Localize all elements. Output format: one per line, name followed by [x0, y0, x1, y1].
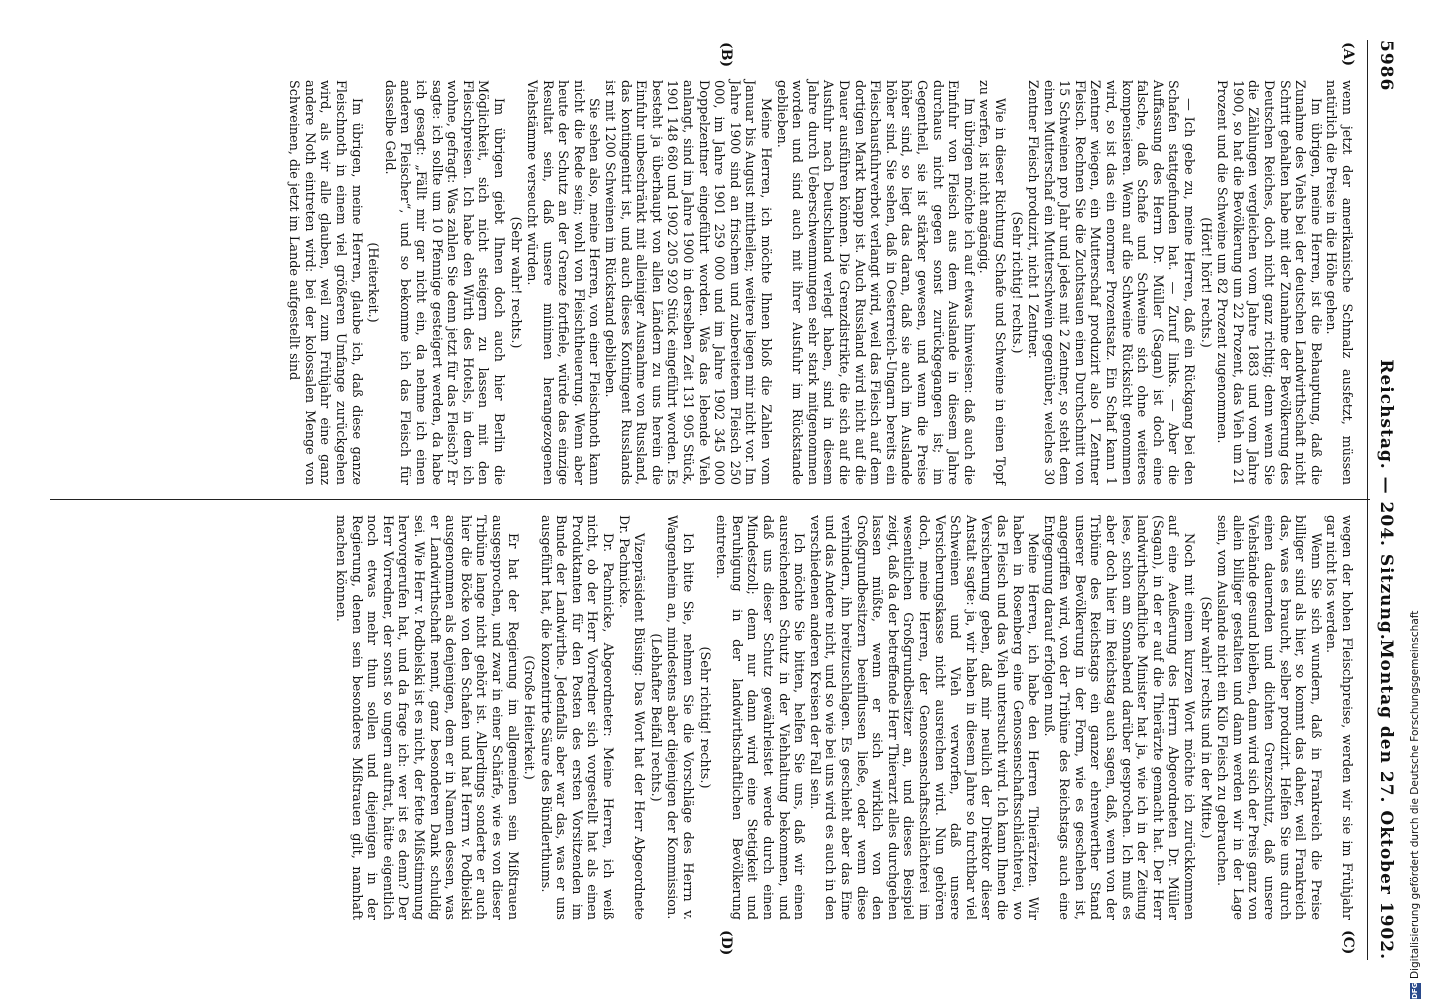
speaker-announcement: Vizepräsident Büsing: Das Wort hat der Herr Abgeordnete Dr. Pachnicke. — [615, 515, 647, 920]
paragraph: Im übrigen, meine Herren, glaube ich, daß diese ganze Fleischnoth in einem viel größeren Umfange zurückgehen wird, als wir alle glauben, weil zum Frühjahr eine ganz andere Noth eintreten wird: bei der kolossalen Menge von Schweinen, die jetzt im Lande aufgestellt sind — [286, 80, 364, 485]
left-column — [286, 80, 1354, 485]
paragraph: Wenn Sie sich wundern, daß in Frankreich die Preise billiger sind als hier, so kommt das daher, weil Frankreich das, was es braucht, selber produzirt. Helfen Sie uns durch einen dauernden und dichten Grenzschutz, daß unsere Viehstände gesund bleiben, dann wird sich der Preis ganz von allein billiger gestalten und dann werden wir in der Lage sein, vom Auslande nicht ein Kilo Fleisch zu gebrauchen. — [1214, 515, 1323, 920]
interjection: (Sehr wahr! rechts und in der Mitte.) — [1197, 596, 1213, 839]
paragraph: Dr. Pachnicke, Abgeordneter: Meine Herren, ich weiß nicht, ob der Herr Vorredner sich vorgestellt hat als einen Produktanten für den Posten des ersten Vorsitzenden im Bunde der Landwirthe. Jedenfalls aber war das, was er uns ausgeführt hat, die konzentrirte Säure des Bündlerthums. — [537, 515, 616, 920]
paragraph: Ich möchte Sie bitten, helfen Sie uns, daß wir einen ausreichenden Schutz in der Viehhaltung bekommen, und daß uns dieser Schutz gewährleistet werde durch einen Mindestzoll; denn nur dann wird eine Stetigkeit und Beruhigung in der landwirthschaftlichen Bevölkerung eintreten. — [713, 515, 807, 920]
interjection: (Heiterkeit.) — [365, 242, 381, 323]
paragraph: Noch mit einem kurzen Wort möchte ich zurückkommen auf eine Aeußerung des Herrn Abgeordneten Dr. Müller (Sagan), in der er auf die Thierärzte gemacht hat. Der Herr landwirthschaftliche Minister hat ja, wie ich in der Zeitung lese, schon am Sonnabend darüber gesprochen. Ich muß es aber doch hier im Reichstag auch sagen, daß, wenn von der Tribüne des Reichstags ein ganzer ehrenwerther Stand unserer Bevölkerung in der Form, wie es geschehen ist, angegriffen wird, von der Tribüne des Reichstags auch eine Entgegnung darauf erfolgen muß. — [1040, 515, 1197, 920]
column-divider — [50, 499, 1370, 500]
paragraph: — Ich gebe zu, meine Herren, daß ein Rückgang bei den Schafen stattgefunden hat. — Zuruf links. — Aber die Auffassung des Herrn Dr. Müller (Sagan) ist doch eine falsche, daß Schafe und Schweine sich ohne weiteres kompensieren. Wenn auf die Schweine Rücksicht genommen wird, so ist das ein enormer Prozentsatz. Ein Schaf kann 1 Zentner wiegen, ein Mutterschaf produzirt also 1 Zentner Fleisch. Rechnen Sie die Zuchtsauen einen Durchschnitt von 15 Schweinen pro Jahr und jedes mit 2 Zentner, so steht dem einen Mutterschaf ein Mutterschwein gegenüber, welches 30 Zentner Fleisch produzirt, nicht 1 Zentner. — [1025, 80, 1197, 485]
interjection: (Große Heiterkeit.) — [521, 655, 537, 780]
interjection: (Sehr richtig! rechts.) — [696, 646, 712, 789]
paragraph: wenn jetzt der amerikanische Schmalz ausfetzt, müssen natürlich die Preise in die Höhe gehen. — [1323, 80, 1354, 485]
paragraph: Im übrigen möchte ich auf etwas hinweisen: daß auch die Einfuhr von Fleisch aus dem Auslande in diesem Jahre durchaus nicht gegen sonst zurückgegangen ist; im Gegentheil, sie ist stärker gewesen, und wenn die Preise höher sind, so liegt das daran, daß sie auch im Auslande höher sind. Sie sehen, daß in Oesterreich-Ungarn bereits ein Fleischausfuhrverbot verlangt wird, weil das Fleisch auf dem dortigen Markt knapp ist. Auch Russland wird nicht auf die Dauer ausführen können. Die Grenzdistrikte, die sich auf die Ausfuhr nach Deutschland verlegt haben, sind in diesem Jahre durch Ueberschwemmungen sehr stark mitgenommen worden und sind auch mit ihrer Ausfuhr im Rückstande geblieben. — [773, 80, 976, 485]
paragraph: Sie sehen also, meine Herren, von einer Fleischnoth kann nicht die Rede sein; wohl von Fleischtheuerung. Wenn aber heute der Schutz an der Grenze fortfiele, würde das einzige Resultat sein, daß unsere minimen herangezogenen Viehstämme verseucht würden. — [524, 80, 602, 485]
dfg-logo-icon: DFG — [1410, 982, 1419, 999]
header-rule — [1367, 40, 1368, 960]
margin-mark-a: (A) — [1340, 42, 1356, 67]
interjection: (Sehr richtig! rechts.) — [1008, 211, 1024, 354]
interjection: (Hört! hört! rechts.) — [1197, 217, 1213, 348]
margin-mark-c: (C) — [1340, 930, 1356, 955]
page-number: 5986 — [1376, 40, 1396, 92]
funding-note — [1408, 9, 1422, 999]
paragraph: wegen der hohen Fleischpreise, werden wir sie im Frühjahr gar nicht los werden. — [1323, 515, 1354, 920]
margin-mark-d: (D) — [718, 930, 734, 956]
paragraph: Er hat der Regierung im allgemeinen sein Mißtrauen ausgesprochen, und zwar in einer Schärfe, wie es von dieser Tribüne lange nicht gehört ist. Allerdings sonderte er auch hier die Böcke von den Schafen und hat Herrn v. Podbielski ausgenommen als denjenigen, dem er in Namen dessen, was er Landwirthschaft nennt, ganz besonderen Dank schuldig sei. Wie Herr v. Podbielski ist es nicht, der fette Mißstimmung hervorgerufen hat, und da frage ich: wer ist es denn? Der Herr Vorredner, der sonst so ungern auftrat, hätte eigentlich noch etwas mehr thun sollen und diejenigen in der Regierung, denen sein besonderes Mißtrauen gilt, namhaft machen können. — [333, 515, 520, 920]
paragraph: Im übrigen giebt Ihnen doch auch hier Berlin die Möglichkeit, sich nicht steigern zu lassen mit den Fleischpreisen. Ich habe den Wirth des Hotels, in dem ich wohne, gefragt: Was zahlen Sie denn jetzt für das Fleisch? Er sagte: ich sollte um 10 Pfennige gesteigert werden, da habe ich gesagt: „Fällt mir gar nicht ein, da nehme ich einen anderen Fleischer“, und so bekomme ich das Fleisch für dasselbe Geld. — [381, 80, 506, 485]
page-title: Reichstag. — 204. Sitzung. — [1376, 359, 1396, 641]
paragraph: Im übrigen, meine Herren, ist die Behauptung, daß die Zunahme des Viehs bei der deutschen Landwirthschaft nicht Schritt gehalten habe mit der Zunahme der Bevölkerung des Deutschen Reiches, doch nicht ganz richtig; denn wenn Sie die Zählungen vergleichen vom Jahre 1883 und vom Jahre 1900, so hat die Bevölkerung um 22 Prozent, das Vieh um 21 Prozent und die Schweine um 82 Prozent zugenommen. — [1214, 80, 1323, 485]
page-header — [1370, 40, 1396, 960]
interjection: (Sehr wahr! rechts.) — [507, 216, 523, 349]
margin-mark-b: (B) — [718, 42, 734, 68]
interjection: (Lebhafter Beifall rechts.) — [647, 633, 663, 802]
paragraph: Meine Herren, ich möchte Ihnen bloß die Zahlen vom Januar bis August mittheilen; weitere liegen mir nicht vor. Im Jahre 1900 sind an frischem und zubereitetem Fleisch 250 000, im Jahre 1901 259 000 und im Jahre 1902 345 000 Doppelzentner eingeführt worden. Was das lebende Vieh anlangt, sind im Jahre 1900 in derselben Zeit 131 905 Stück, 1901 148 680 und 1902 205 920 Stück eingeführt worden. Es besteht ja überhaupt von allen Ländern zu uns herein die Einfuhr unbeschränkt mit alleiniger Ausnahme von Russland, das kontingentirt ist, und auch dieses Kontingent Russlands ist mit 1200 Schweinen im Rückstand geblieben. — [602, 80, 774, 485]
paragraph: Meine Herren, ich habe den Herren Thierärzten. Wir haben in Rosenberg eine Genossenschaftsschlächterei, wo das Fleisch und das Vieh untersucht wird. Ich kann Ihnen die Versicherung geben, daß mir neulich der Direktor dieser Anstalt sagte: ja, wir haben in diesem Jahre so furchtbar viel Schweinen und Vieh verworfen, daß unsere Versicherungskasse nicht ausreichen wird. Nun gehören doch, meine Herren, der Genossenschaftsschlächterei im wesentlichen Großgrundbesitzer an, und dieses Beispiel zeigt, daß da der betreffende Herr Thierarzt alles durchgehen lassen müßte, wenn er sich wirklich von den Großgrundbesitzern beeinflussen ließe, oder wenn diese verhindern, ihn breitzuschlagen. Es geschieht aber das Eine und das Andere nicht, und so wie bei uns wird es auch in den verschiedenen anderen Kreisen der Fall sein. — [806, 515, 1041, 920]
page-date: Montag den 27. Oktober 1902. — [1376, 639, 1396, 960]
paragraph: Wie in dieser Richtung Schafe und Schweine in einen Topf zu werfen, ist nicht angängig. — [976, 80, 1007, 485]
paragraph: Ich bitte Sie, nehmen Sie die Vorschläge des Herrn v. Wangenheim an, mindestens aber diejenigen der Kommission. — [664, 515, 696, 920]
right-column — [332, 515, 1354, 920]
funding-note-text: Digitalisierung gefördert durch die Deutsche Forschungsgemeinschaft — [1409, 610, 1421, 979]
